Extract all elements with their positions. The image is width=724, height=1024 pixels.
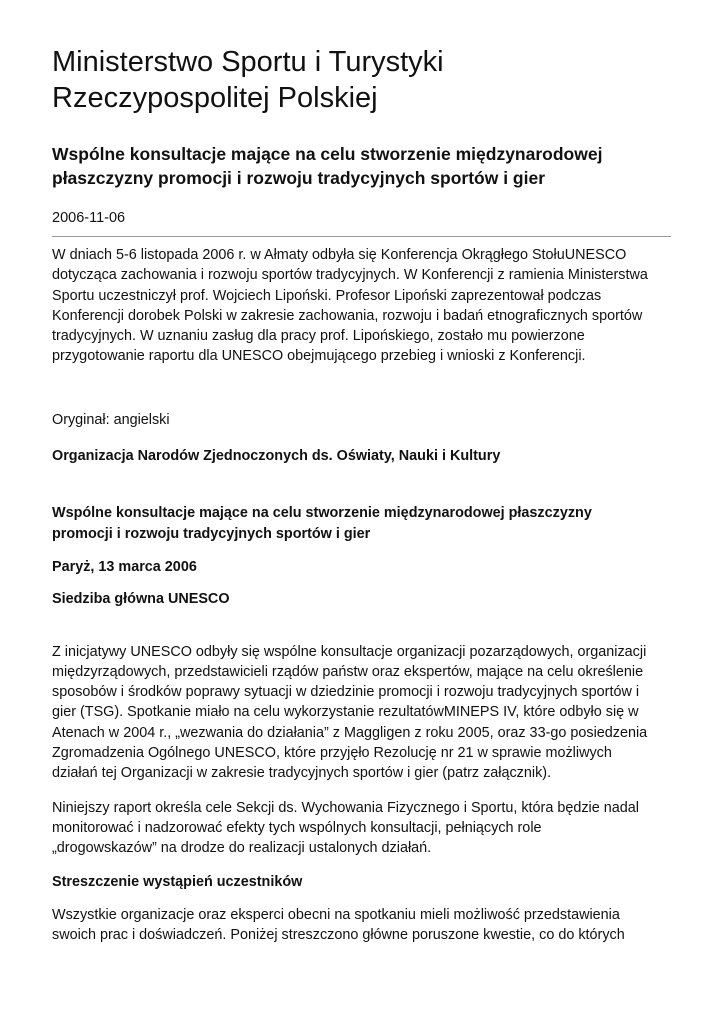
body-paragraph: [52, 642, 671, 784]
site-title: [52, 44, 671, 116]
site-title-line: Ministerstwo Sportu i Turystyki: [52, 46, 444, 78]
text-line: sposobów i środków poprawy sytuacji w dziedzinie promocji i rozwoju tradycyjnych sportów i: [52, 684, 640, 701]
intro-paragraph: [52, 245, 671, 367]
text-line: Niniejszy raport określa cele Sekcji ds. Wychowania Fizycznego i Sportu, która będzie nadal: [52, 799, 639, 816]
text-line: promocji i rozwoju tradycyjnych sportów i gier: [52, 525, 371, 542]
text-line: Z inicjatywy UNESCO odbyły się wspólne konsultacje organizacji pozarządowych, organizacji: [52, 643, 647, 660]
text-line: dotycząca zachowania i rozwoju sportów tradycyjnych. W Konferencji z ramienia Ministerstwa: [52, 267, 648, 284]
text-line: „drogowskazów” na drodze do realizacji ustalonych działań.: [52, 840, 432, 857]
text-line: Konferencji dorobek Polski w zakresie zachowania, rozwoju i badań etnograficznych sportów: [52, 307, 643, 324]
body-paragraph: [52, 905, 671, 946]
text-line: działań tej Organizacji w zakresie tradycyjnych sportów i gier (patrz załącznik).: [52, 765, 552, 782]
text-line: Sportu uczestniczył prof. Wojciech Lipoński. Profesor Lipoński zaprezentował podczas: [52, 287, 602, 304]
text-line: międzyrządowych, przedstawicieli rządów państw oraz ekspertów, mające na celu określenie: [52, 663, 644, 680]
text-line: W dniach 5-6 listopada 2006 r. w Ałmaty odbyła się Konferencja Okrągłego StołuUNESCO: [52, 247, 627, 263]
article-title-line: płaszczyzny promocji i rozwoju tradycyjnych sportów i gier: [52, 168, 546, 188]
summary-heading: Streszczenie wystąpień uczestników: [52, 873, 303, 890]
text-line: przygotowanie raportu dla UNESCO obejmującego przebieg i wnioski z Konferencji.: [52, 348, 586, 365]
text-line: swoich prac i doświadczeń. Poniżej streszczono główne poruszone kwestie, co do których: [52, 927, 625, 944]
text-line: monitorować i nadzorować efekty tych wspólnych konsultacji, pełniących role: [52, 819, 542, 836]
article-title-line: Wspólne konsultacje mające na celu stworzenie międzynarodowej: [52, 144, 603, 164]
text-line: tradycyjnych. W uznaniu zasług dla pracy prof. Lipońskiego, zostało mu powierzone: [52, 328, 585, 345]
site-title-line: Rzeczypospolitej Polskiej: [52, 82, 378, 114]
text-line: gier (TSG). Spotkanie miało na celu wykorzystanie rezultatówMINEPS IV, które odbyło się w: [52, 704, 639, 721]
text-line: Atenach w 2004 r., „wezwania do działania” z Maggligen z roku 2005, oraz 33-go posiedzenia: [52, 724, 648, 741]
article-title: [52, 142, 671, 190]
report-title: [52, 503, 671, 544]
original-language-note: Oryginał: angielski: [52, 411, 170, 428]
venue: Siedziba główna UNESCO: [52, 591, 230, 608]
divider: [52, 236, 671, 237]
article-date: 2006-11-06: [52, 210, 126, 226]
place-date: Paryż, 13 marca 2006: [52, 558, 197, 575]
organization-name: Organizacja Narodów Zjednoczonych ds. Oświaty, Nauki i Kultury: [52, 448, 501, 465]
text-line: Wszystkie organizacje oraz eksperci obecni na spotkaniu mieli możliwość przedstawienia: [52, 906, 620, 923]
text-line: Wspólne konsultacje mające na celu stworzenie międzynarodowej płaszczyzny: [52, 505, 592, 522]
text-line: Zgromadzenia Ogólnego UNESCO, które przyjęło Rezolucję nr 21 w sprawie możliwych: [52, 745, 612, 762]
body-paragraph: [52, 798, 671, 859]
